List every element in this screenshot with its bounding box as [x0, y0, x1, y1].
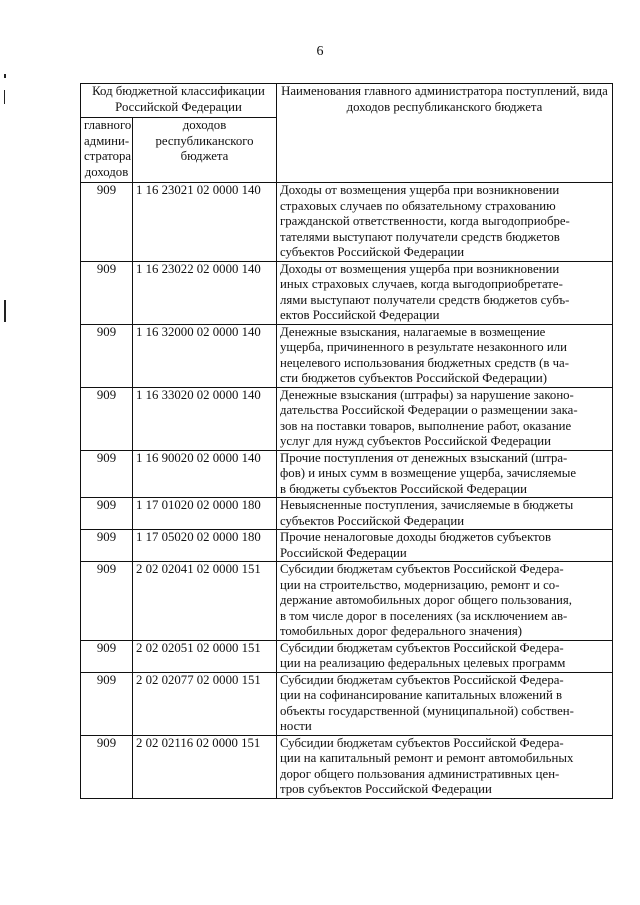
income-name-cell — [277, 640, 613, 672]
income-name-line: субъектов Российской Федерации — [280, 245, 465, 259]
income-name-line: Доходы от возмещения ущерба при возникновении — [280, 183, 560, 197]
income-code-cell: 2 02 02116 02 0000 151 — [133, 735, 277, 798]
income-name-line: ции на капитальный ремонт и ремонт автомобильных — [280, 751, 574, 765]
scan-mark — [4, 300, 6, 322]
table-row — [81, 183, 613, 262]
income-name-line: объекты государственной (муниципальной) собствен- — [280, 703, 574, 718]
income-name-line: Прочие поступления от денежных взысканий (штра- — [280, 450, 568, 465]
income-name-line: гражданской ответственности, когда выгодоприобре- — [280, 214, 570, 228]
table-row — [81, 672, 613, 735]
administrator-code-cell: 909 — [81, 183, 133, 262]
income-name-line: нецелевого использования бюджетных средств (в ча- — [280, 355, 569, 370]
administrator-code-cell: 909 — [81, 261, 133, 324]
administrator-code-cell: 909 — [81, 530, 133, 562]
income-name-line: зов на поставки товаров, выполнение работ, оказание — [280, 418, 572, 433]
income-name-line: ности — [280, 719, 312, 733]
income-name-line: в том числе дорог в поселениях (за исключением ав- — [280, 608, 568, 623]
income-name-cell — [277, 261, 613, 324]
income-name-line: Субсидии бюджетам субъектов Российской Федера- — [280, 672, 564, 687]
income-name-line: томобильных дорог федерального значения) — [280, 624, 523, 638]
income-name-cell — [277, 450, 613, 498]
table-body — [81, 183, 613, 799]
scan-mark — [4, 90, 5, 104]
income-code-cell: 1 16 32000 02 0000 140 — [133, 324, 277, 387]
administrator-code-cell: 909 — [81, 498, 133, 530]
income-name-line: дательства Российской Федерации о размещении зака- — [280, 403, 578, 417]
income-code-cell: 2 02 02041 02 0000 151 — [133, 562, 277, 641]
income-name-line: ектов Российской Федерации — [280, 308, 440, 322]
administrator-code-cell: 909 — [81, 562, 133, 641]
table-row — [81, 735, 613, 798]
income-code-cell: 1 16 23021 02 0000 140 — [133, 183, 277, 262]
table-header — [81, 84, 613, 183]
income-name-line: Невыясненные поступления, зачисляемые в бюджеты — [280, 498, 574, 512]
income-name-line: Российской Федерации — [280, 545, 407, 560]
budget-classification-table — [80, 83, 613, 799]
header-main-administrator: главного админи-стратора доходов — [81, 118, 133, 183]
income-name-line: тателями выступают получатели средств бюджетов — [280, 229, 560, 244]
income-name-line: ции на софинансирование капитальных вложений в — [280, 688, 563, 702]
administrator-code-cell: 909 — [81, 324, 133, 387]
income-name-line: страховых случаев по обязательному страхованию — [280, 198, 556, 213]
header-row-group — [81, 84, 613, 118]
table-row — [81, 530, 613, 562]
income-name-line: сти бюджетов субъектов Российской Федерации) — [280, 371, 547, 385]
header-budget-classification-code: Код бюджетной классификации Российской Федерации — [81, 84, 277, 118]
header-republican-budget-income: доходов республиканского бюджета — [133, 118, 277, 183]
income-name-line: Денежные взыскания, налагаемые в возмещение — [280, 324, 546, 339]
income-name-cell — [277, 498, 613, 530]
table-row — [81, 387, 613, 450]
table-row — [81, 261, 613, 324]
income-code-cell: 2 02 02051 02 0000 151 — [133, 640, 277, 672]
table-row — [81, 450, 613, 498]
income-name-line: ущерба, причиненного в результате незаконного или — [280, 340, 567, 354]
table-row — [81, 498, 613, 530]
income-name-cell — [277, 324, 613, 387]
income-name-line: Субсидии бюджетам субъектов Российской Федера- — [280, 735, 564, 750]
income-name-line: фов) и иных сумм в возмещение ущерба, зачисляемые — [280, 466, 577, 480]
income-code-cell: 1 16 23022 02 0000 140 — [133, 261, 277, 324]
scan-mark — [4, 74, 6, 78]
income-name-line: ции на строительство, модернизацию, ремонт и со- — [280, 577, 560, 592]
income-code-cell: 1 16 33020 02 0000 140 — [133, 387, 277, 450]
income-code-cell: 1 17 01020 02 0000 180 — [133, 498, 277, 530]
income-code-cell: 2 02 02077 02 0000 151 — [133, 672, 277, 735]
income-name-line: в бюджеты субъектов Российской Федерации — [280, 481, 527, 496]
income-name-line: держание автомобильных дорог общего пользования, — [280, 593, 572, 607]
income-name-line: Прочие неналоговые доходы бюджетов субъектов — [280, 530, 552, 544]
administrator-code-cell: 909 — [81, 735, 133, 798]
administrator-code-cell: 909 — [81, 672, 133, 735]
income-name-line: дорог общего пользования административных цен- — [280, 766, 560, 781]
income-name-cell — [277, 530, 613, 562]
income-name-line: ции на реализацию федеральных целевых программ — [280, 656, 566, 670]
income-name-line: услуг для нужд субъектов Российской Федерации — [280, 434, 551, 448]
table-row — [81, 562, 613, 641]
income-name-cell — [277, 387, 613, 450]
administrator-code-cell: 909 — [81, 387, 133, 450]
income-name-line: Субсидии бюджетам субъектов Российской Федера- — [280, 640, 564, 655]
administrator-code-cell: 909 — [81, 450, 133, 498]
page-number: 6 — [316, 44, 324, 59]
income-code-cell: 1 17 05020 02 0000 180 — [133, 530, 277, 562]
income-name-line: лями выступают получатели средств бюджетов субъ- — [280, 292, 570, 307]
header-administrator-name: Наименования главного администратора поступлений, вида доходов республиканского бюджета — [277, 84, 613, 183]
income-name-cell — [277, 735, 613, 798]
income-name-line: тров субъектов Российской Федерации — [280, 782, 492, 796]
table-row — [81, 640, 613, 672]
income-name-line: Субсидии бюджетам субъектов Российской Федера- — [280, 562, 564, 576]
income-name-cell — [277, 562, 613, 641]
table-row — [81, 324, 613, 387]
administrator-code-cell: 909 — [81, 640, 133, 672]
income-name-line: иных страховых случаев, когда выгодоприобретате- — [280, 277, 563, 291]
income-name-line: Денежные взыскания (штрафы) за нарушение законо- — [280, 387, 574, 402]
income-name-line: Доходы от возмещения ущерба при возникновении — [280, 261, 560, 276]
income-code-cell: 1 16 90020 02 0000 140 — [133, 450, 277, 498]
income-name-cell — [277, 672, 613, 735]
income-name-cell — [277, 183, 613, 262]
income-name-line: субъектов Российской Федерации — [280, 513, 465, 528]
